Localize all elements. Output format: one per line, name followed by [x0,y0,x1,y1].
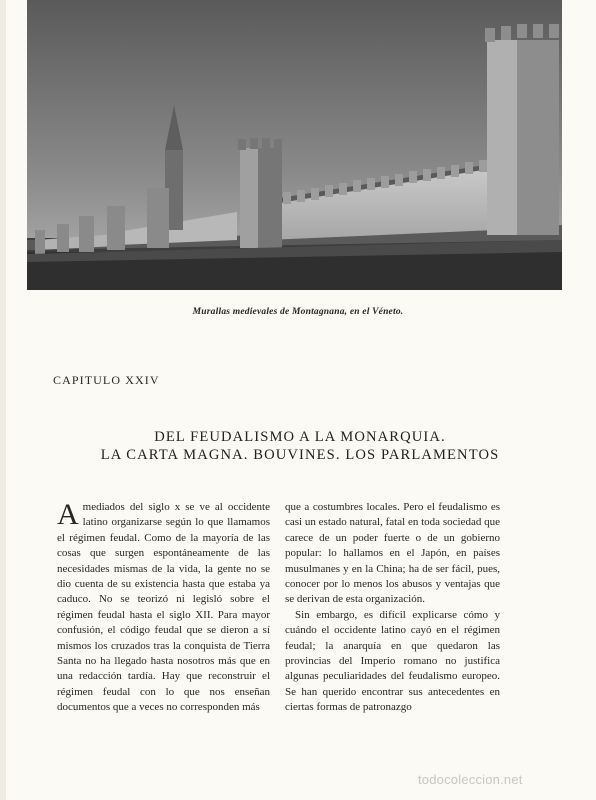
paragraph-3: Sin embargo, es difícil explicarse cómo y cuándo el occidente latino cayó en el régimen feudal; la anarquía en que quedaron las provincias del Imperio romano no justifica algunas peculiaridades del feudalismo europeo. Se han querido encontrar sus antecedentes en ciertas formas de patronazgo [285,608,500,714]
chapter-label: CAPITULO XXIV [53,373,160,387]
watermark [418,772,523,787]
chapter-title-line-2: LA CARTA MAGNA. BOUVINES. LOS PARLAMENTOS [100,447,500,463]
chapter-title-line-1: DEL FEUDALISMO A LA MONARQUIA. [154,429,446,445]
drop-cap: A [57,498,79,531]
text-column-right [285,500,500,716]
page-edge [0,0,6,800]
watermark-suffix: .net [500,772,523,787]
paragraph-1: mediados del siglo x se ve al occidente latino organizarse según lo que llamamos el régimen feudal. Como de la mayoría de las cosas que surgen espontáneamente de las necesidades mismas de la vida, la gente no se dio cuenta de su existencia hasta que estaba ya caduco. No se teorizó ni legisló sobre el régimen feudal hasta el siglo XII. Para mayor confusión, el código feudal que se dieron a sí mismos los cruzados tras la conquista de Tierra Santa no ha llegado hasta nosotros más que en una redacción tardía. Hay que reconstruir el régimen feudal con lo que nos enseñan documentos que a veces no corresponden más [57,501,270,714]
photo-caption: Murallas medievales de Montagnana, en el Véneto. [192,307,404,317]
text-column-left [57,500,270,716]
paragraph-2: que a costumbres locales. Pero el feudalismo es casi un estado natural, fatal en toda sociedad que carece de un poder fuerte o de un gobierno popular: lo hallamos en el Japón, en países musulmanes y en la China; ha de ser fácil, pues, conocer por lo menos los abusos y ventajas que se derivan de esta organización. [285,501,500,606]
watermark-brand: todocoleccion [418,772,501,787]
wall-photo [27,0,562,290]
